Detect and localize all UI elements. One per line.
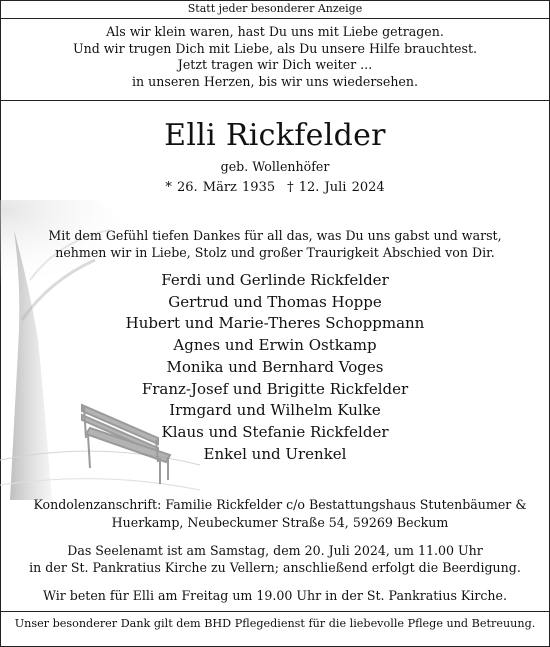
poem [0, 24, 550, 90]
family-member: Franz-Josef und Brigitte Rickfelder [141, 379, 409, 398]
family-member: Klaus und Stefanie Rickfelder [161, 422, 389, 441]
service-line: in der St. Pankratius Kirche zu Vellern; anschließend erfolgt die Beerdigung. [29, 560, 521, 575]
family-list [0, 270, 550, 465]
poem-line: Und wir trugen Dich mit Liebe, als Du unsere Hilfe brauchtest. [72, 40, 478, 56]
closing-divider [0, 611, 550, 612]
condolence-address [30, 496, 530, 532]
family-member: Enkel und Urenkel [203, 444, 347, 463]
closing-thanks: Unser besonderer Dank gilt dem BHD Pflegedienst für die liebevolle Pflege und Betreuung. [14, 617, 536, 630]
service-info [0, 542, 550, 576]
life-dates [0, 180, 550, 195]
poem-line: in unseren Herzen, bis wir uns wiedersehen. [132, 73, 418, 89]
prayer-info: Wir beten für Elli am Freitag um 19.00 Uhr in der St. Pankratius Kirche. [43, 588, 507, 603]
poem-line: Als wir klein waren, hast Du uns mit Liebe getragen. [106, 24, 444, 39]
service-line: Das Seelenamt ist am Samstag, dem 20. Juli 2024, um 11.00 Uhr [67, 543, 483, 558]
poem-line: Jetzt tragen wir Dich weiter ... [177, 57, 373, 72]
condolence-line: Kondolenzanschrift: Familie Rickfelder c/o Bestattungshaus Stutenbäumer & [33, 497, 527, 512]
deceased-name: Elli Rickfelder [164, 118, 386, 153]
thanks-line: Mit dem Gefühl tiefen Dankes für all das, was Du uns gabst und warst, [48, 228, 502, 243]
birth-date: * 26. März 1935 [165, 180, 276, 195]
birth-name: geb. Wollenhöfer [220, 159, 330, 174]
thanks-text [0, 227, 550, 261]
family-member: Irmgard und Wilhelm Kulke [169, 401, 381, 420]
thanks-line: nehmen wir in Liebe, Stolz und großer Traurigkeit Abschied von Dir. [55, 245, 495, 260]
family-member: Gertrud und Thomas Hoppe [168, 292, 382, 311]
family-member: Hubert und Marie-Theres Schoppmann [125, 314, 425, 333]
family-member: Monika und Bernhard Voges [166, 357, 384, 376]
header-note: Statt jeder besonderer Anzeige [187, 2, 363, 15]
family-member: Ferdi und Gerlinde Rickfelder [161, 271, 389, 289]
family-member: Agnes und Erwin Ostkamp [173, 336, 377, 355]
poem-divider [0, 100, 550, 101]
condolence-line: Huerkamp, Neubeckumer Straße 54, 59269 Beckum [111, 515, 449, 530]
death-date: † 12. Juli 2024 [287, 180, 385, 195]
header-divider [0, 18, 550, 19]
